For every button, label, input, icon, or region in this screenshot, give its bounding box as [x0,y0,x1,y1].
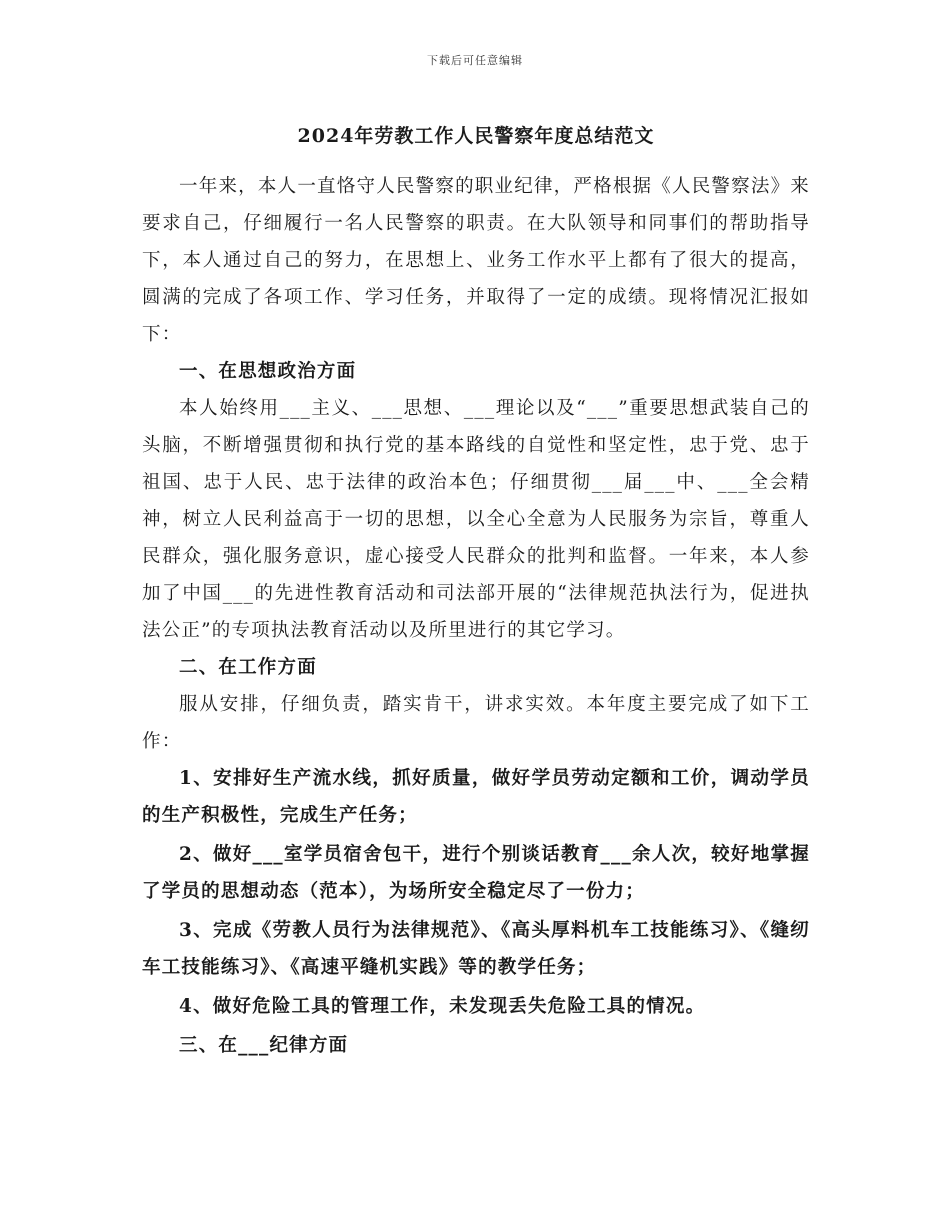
document-body [142,118,810,1064]
section-1-heading: 一、在思想政治方面 [179,361,357,382]
work-item-3: 3、完成《劳教人员行为法律规范》、《高头厚料机车工技能练习》、《缝纫车工技能练习》、《高速平缝机实践》等的教学任务； [142,920,810,978]
section-3-heading: 三、在___纪律方面 [179,1035,349,1056]
work-item-4: 4、做好危险工具的管理工作，未发现丢失危险工具的情况。 [179,996,706,1017]
work-item-1: 1、安排好生产流水线，抓好质量，做好学员劳动定额和工价，调动学员的生产积极性，完成生产任务； [142,768,810,826]
header-note: 下载后可任意编辑 [427,54,523,67]
document-title: 2024年劳教工作人民警察年度总结范文 [297,125,655,147]
work-item-2: 2、做好___室学员宿舍包干，进行个别谈话教育___余人次，较好地掌握了学员的思想动态（范本），为场所安全稳定尽了一份力； [142,844,810,902]
section-1-body: 本人始终用___主义、___思想、___理论以及“___”重要思想武装自己的头脑，不断增强贯彻和执行党的基本路线的自觉性和坚定性，忠于党、忠于祖国、忠于人民、忠于法律的政治本色；仔细贯彻___届___中、___全会精神，树立人民利益高于一切的思想，以全心全意为人民服务为宗旨，尊重人民群众，强化服务意识，虚心接受人民群众的批判和监督。一年来，本人参加了中国___的先进性教育活动和司法部开展的“法律规范执法行为，促进执法公正”的专项执法教育活动以及所里进行的其它学习。 [142,398,810,641]
section-2-body: 服从安排，仔细负责，踏实肯干，讲求实效。本年度主要完成了如下工作： [142,694,810,752]
intro-paragraph: 一年来，本人一直恪守人民警察的职业纪律，严格根据《人民警察法》来要求自己，仔细履行一名人民警察的职责。在大队领导和同事们的帮助指导下，本人通过自己的努力，在思想上、业务工作水平上都有了很大的提高，圆满的完成了各项工作、学习任务，并取得了一定的成绩。现将情况汇报如下： [142,176,810,345]
section-2-heading: 二、在工作方面 [179,657,317,678]
